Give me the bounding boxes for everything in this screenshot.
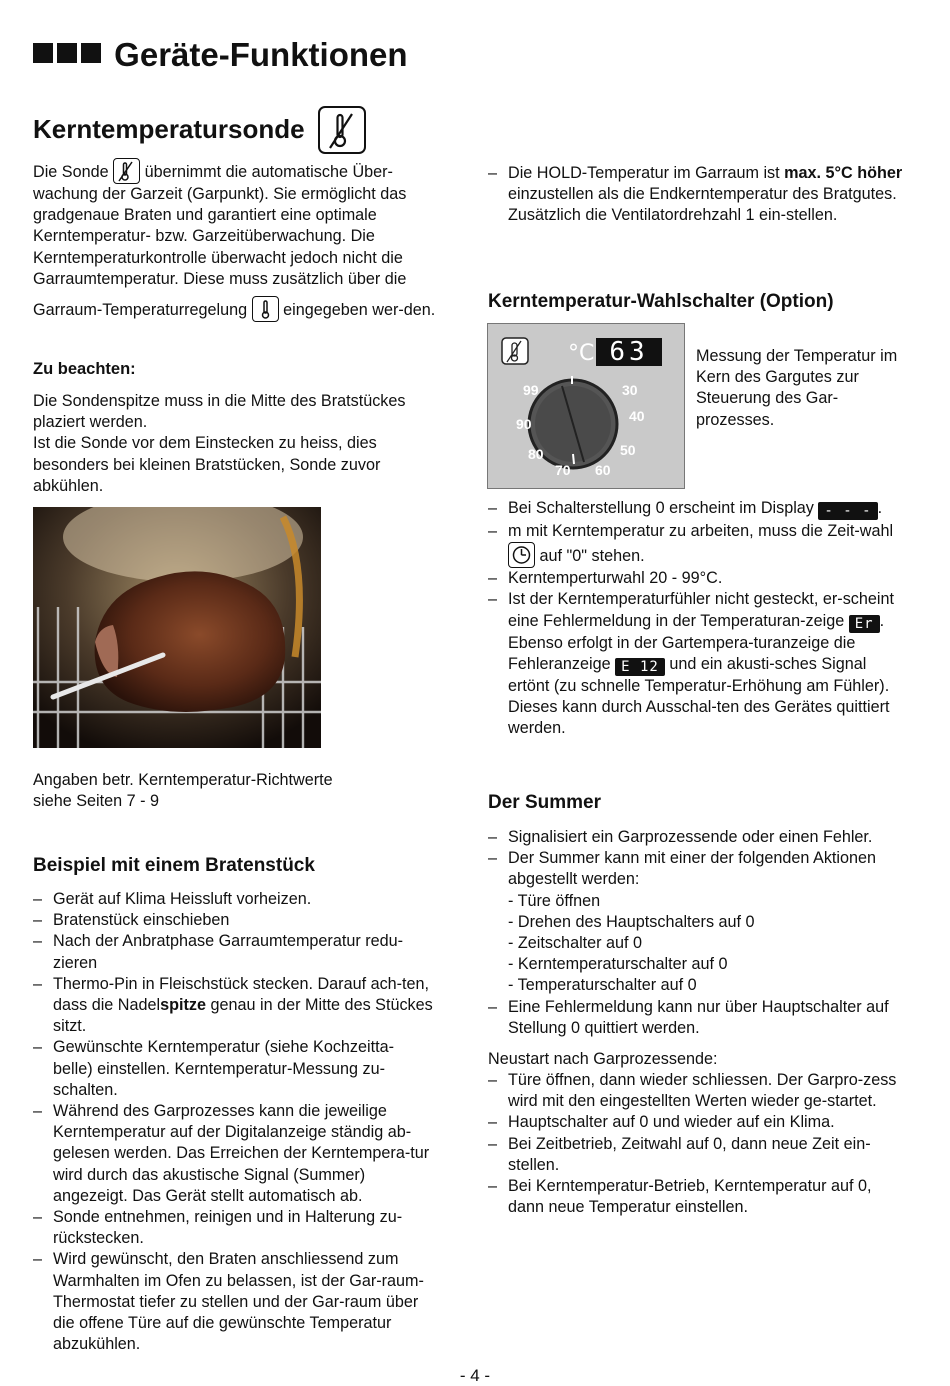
dial-tick-label: 90 [516,416,532,432]
core-temp-selector-panel [487,323,685,489]
list-item: – Sonde entnehmen, reinigen und in Halterung zu-rückstecken. [33,1207,433,1249]
dial-tick-label: 60 [595,462,611,478]
list-item: – Der Summer kann mit einer der folgenden Aktionen abgestellt werden: - Türe öffnen - Drehen des Hauptschalters auf 0 - Zeitschalter auf 0 - Kerntemperaturschalter auf 0 - Temperaturschalter auf 0 [488,848,906,996]
list-item: – Signalisiert ein Garprozessende oder einen Fehler. [488,827,906,848]
list-item: – m mit Kerntemperatur zu arbeiten, muss die Zeit-wahl auf "0" stehen. [488,521,906,568]
dial-tick-label: 70 [555,462,571,478]
dial-tick-label: 80 [528,446,544,462]
restart-heading: Neustart nach Garprozessende: [488,1050,718,1068]
dial-tick-label: 99 [523,382,539,398]
unit-label: °C [568,341,595,366]
list-item: – Wird gewünscht, den Braten anschliessend zum Warmhalten im Ofen zu belassen, ist der Gar-raum-Thermostat tiefer zu stellen und der Gar-raum über die offene Türe auf die gewünschte Temperatur abzukühlen. [33,1249,433,1355]
summer-heading: Der Summer [488,792,601,813]
core-probe-icon [318,106,366,154]
list-item: – Die HOLD-Temperatur im Garraum ist max. 5°C höher einzustellen als die Endkerntemperatur des Bratgutes. Zusätzlich die Ventilatordrehzahl 1 ein-stellen. [488,163,903,227]
dial-tick-label: 30 [622,382,638,398]
list-item: – Gewünschte Kerntemperatur (siehe Kochzeitta-belle) einstellen. Kerntemperatur-Messung zu-schalten. [33,1037,433,1101]
dial-tick-label: 50 [620,442,636,458]
selector-notes-list [488,498,906,739]
page-number: - 4 - [459,1366,491,1385]
list-item: – Ist der Kerntemperaturfühler nicht gesteckt, er-scheint eine Fehlermeldung in der Temperaturan-zeige Er . Ebenso erfolgt in der Gartempera-turanzeige die Fehleranzeige E 12 und ein akusti-sches Signal ertönt (zu schnelle Temperatur-Erhöhung am Fühler). Dieses kann durch Ausschal-ten des Gerätes quittiert werden. [488,589,906,739]
core-probe-icon [113,158,140,184]
panel-caption: Messung der Temperatur im Kern des Gargutes zur Steuerung des Gar-prozesses. [696,347,898,429]
note-heading: Zu beachten: [33,360,136,378]
list-item: – Bratenstück einschieben [33,910,433,931]
lcd-dashes-display: - - - [818,502,877,520]
sub-list-item: - Türe öffnen [508,891,601,910]
timer-clock-icon [508,542,535,568]
section-title: Kerntemperatursonde [33,106,366,154]
list-item: – Hauptschalter auf 0 und wieder auf ein Klima. [488,1112,906,1133]
restart-list [488,1070,906,1218]
lcd-error-display: E 12 [615,658,665,676]
list-item: – Bei Kerntemperatur-Betrieb, Kerntemperatur auf 0, dann neue Temperatur einstellen. [488,1176,906,1218]
list-item: – Nach der Anbratphase Garraumtemperatur redu-zieren [33,931,433,973]
lcd-error-display: Er [849,615,880,633]
hold-paragraph [488,163,903,227]
list-item: – Kerntemperturwahl 20 - 99°C. [488,568,906,589]
square-bullet-icon [33,43,53,63]
sub-list-item: - Temperaturschalter auf 0 [508,976,697,995]
sub-list-item: - Kerntemperaturschalter auf 0 [508,955,728,974]
sub-list-item: - Drehen des Hauptschalters auf 0 [508,912,755,931]
roast-photo [33,507,321,748]
list-item: – Bei Schalterstellung 0 erscheint im Display - - - . [488,498,906,520]
sub-list-item: - Zeitschalter auf 0 [508,934,643,953]
reference-note: Angaben betr. Kerntemperatur-Richtwerte siehe Seiten 7 - 9 [33,771,333,811]
switch-heading: Kerntemperatur-Wahlschalter (Option) [488,291,834,312]
note-paragraph: Die Sondenspitze muss in die Mitte des Bratstückes plaziert werden. Ist die Sonde vor dem Einstecken zu heiss, dies besonders bei kleinen Bratstücken, Sonde zuvor abkühlen. [33,392,406,495]
intro-paragraph: Die Sonde übernimmt die automatische Über-wachung der Garzeit (Garpunkt). Sie ermöglicht das gradgenaue Braten und garantiert eine optimale Kerntemperatur- bzw. Garzeitüberwachung. Die Kerntemperaturkontrolle überwacht jedoch nicht die Garraumtemperatur. Diese muss zusätzlich über die Garraum-Temperaturregelung eingegeben wer-den. [33,158,443,322]
example-list [33,889,433,1355]
square-bullet-icon [57,43,77,63]
list-item: – Thermo-Pin in Fleischstück stecken. Darauf ach-ten, dass die Nadelspitze genau in der Mitte des Stückes sitzt. [33,974,433,1038]
list-item: – Während des Garprozesses kann die jeweilige Kerntemperatur auf der Digitalanzeige ständig ab-gelesen werden. Das Erreichen der Kerntempera-tur wird durch das akustische Signal (Summer) angezeigt. Das Gerät stellt automatisch ab. [33,1101,433,1207]
square-bullet-icon [81,43,101,63]
oven-temperature-icon [252,296,279,322]
list-item: – Gerät auf Klima Heissluft vorheizen. [33,889,433,910]
example-heading: Beispiel mit einem Bratenstück [33,855,315,876]
temperature-display: 63 [609,337,649,367]
list-item: – Eine Fehlermeldung kann nur über Hauptschalter auf Stellung 0 quittiert werden. [488,997,906,1039]
page-title: Geräte-Funktionen [33,36,408,74]
list-item: – Bei Zeitbetrieb, Zeitwahl auf 0, dann neue Zeit ein-stellen. [488,1134,906,1176]
summer-list [488,827,906,1039]
dial-tick-label: 40 [629,408,645,424]
list-item: – Türe öffnen, dann wieder schliessen. Der Garpro-zess wird mit den eingestellten Werten wieder ge-startet. [488,1070,906,1112]
